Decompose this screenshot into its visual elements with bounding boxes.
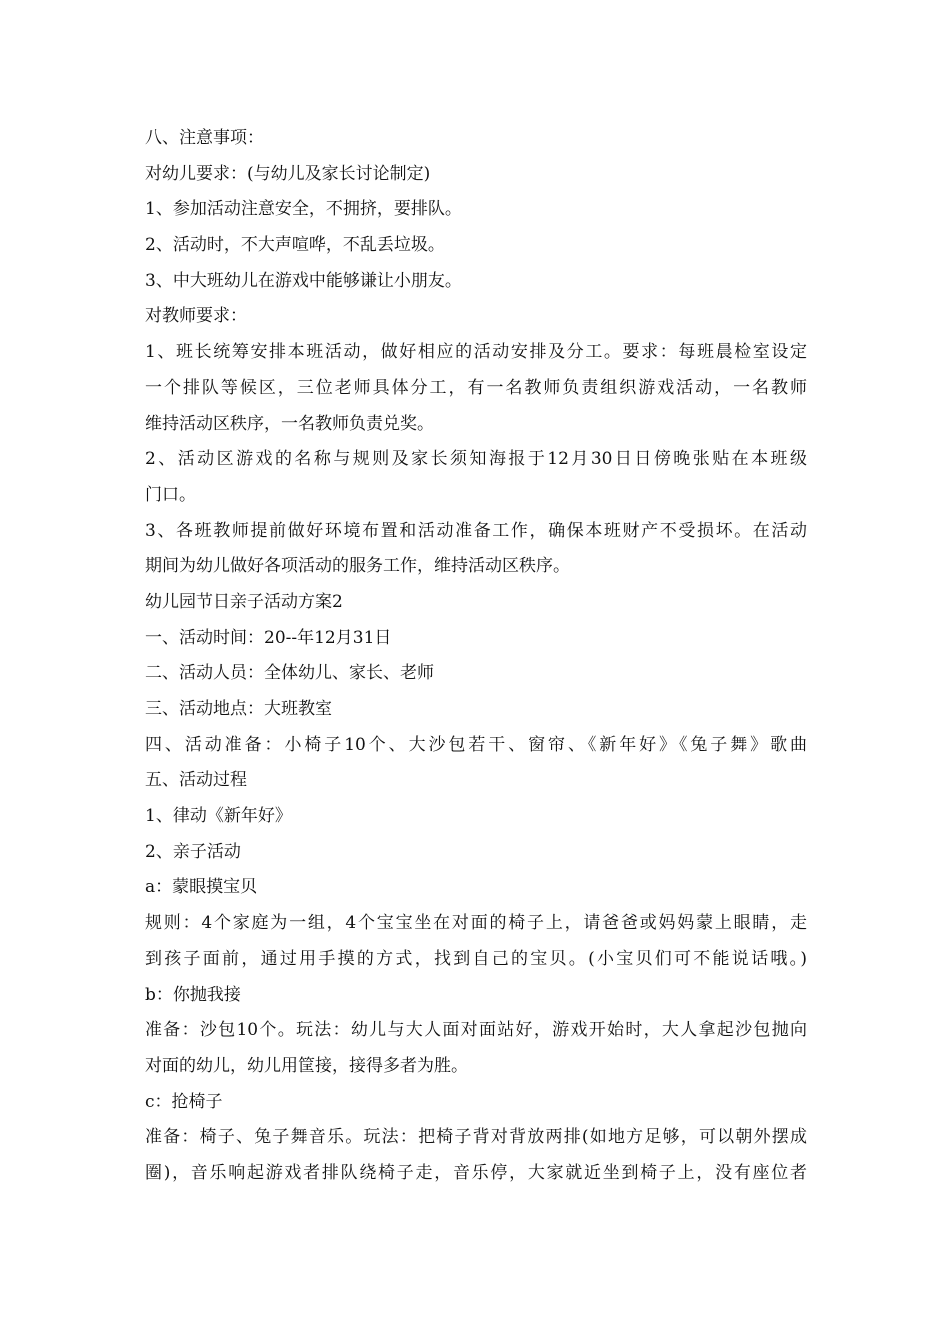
section-heading: 一、活动时间：20--年12月31日 <box>145 627 392 648</box>
list-item: 2、亲子活动 <box>145 841 241 862</box>
subheading: 对幼儿要求：(与幼儿及家长讨论制定) <box>145 163 431 184</box>
document-title: 幼儿园节日亲子活动方案2 <box>145 591 343 612</box>
paragraph-line: 2、活动区游戏的名称与规则及家长须知海报于12月30日日傍晚张贴在本班级 <box>145 449 807 470</box>
list-item: 3、中大班幼儿在游戏中能够谦让小朋友。 <box>145 270 462 291</box>
paragraph-line: 准备：椅子、兔子舞音乐。玩法：把椅子背对背放两排(如地方足够，可以朝外摆成 <box>145 1127 807 1148</box>
subheading: 对教师要求： <box>145 306 247 327</box>
section-heading: 五、活动过程 <box>145 770 247 791</box>
section-heading: 三、活动地点：大班教室 <box>145 699 332 719</box>
section-heading: 四、活动准备：小椅子10个、大沙包若干、窗帘、《新年好》《兔子舞》歌曲 <box>145 734 807 755</box>
paragraph-line: 圈)，音乐响起游戏者排队绕椅子走，音乐停，大家就近坐到椅子上，没有座位者 <box>145 1162 807 1183</box>
paragraph-line: 准备：沙包10个。玩法：幼儿与大人面对面站好，游戏开始时，大人拿起沙包抛向 <box>145 1020 807 1041</box>
paragraph-line: 3、各班教师提前做好环境布置和活动准备工作，确保本班财产不受损坏。在活动 <box>145 520 807 541</box>
paragraph-line: 规则：4个家庭为一组，4个宝宝坐在对面的椅子上，请爸爸或妈妈蒙上眼睛，走 <box>145 913 807 934</box>
paragraph-line: 到孩子面前，通过用手摸的方式，找到自己的宝贝。(小宝贝们可不能说话哦。) <box>145 948 807 969</box>
list-item: 1、参加活动注意安全，不拥挤，要排队。 <box>145 199 462 220</box>
list-item: 1、律动《新年好》 <box>145 806 292 827</box>
game-title: a：蒙眼摸宝贝 <box>145 877 258 898</box>
paragraph-line: 维持活动区秩序，一名教师负责兑奖。 <box>145 413 434 434</box>
paragraph-line: 期间为幼儿做好各项活动的服务工作，维持活动区秩序。 <box>145 556 570 577</box>
paragraph-line: 一个排队等候区，三位老师具体分工，有一名教师负责组织游戏活动，一名教师 <box>145 377 807 398</box>
game-title: c：抢椅子 <box>145 1091 223 1112</box>
game-title: b：你抛我接 <box>145 984 241 1005</box>
document-body <box>145 121 807 1192</box>
section-heading: 八、注意事项： <box>145 128 264 148</box>
paragraph-line: 对面的幼儿，幼儿用筐接，接得多者为胜。 <box>145 1055 468 1076</box>
list-item: 2、活动时，不大声喧哗，不乱丢垃圾。 <box>145 235 445 256</box>
paragraph-line: 1、班长统筹安排本班活动，做好相应的活动安排及分工。要求：每班晨检室设定 <box>145 342 807 363</box>
paragraph-line: 门口。 <box>145 484 196 505</box>
section-heading: 二、活动人员：全体幼儿、家长、老师 <box>145 663 434 684</box>
